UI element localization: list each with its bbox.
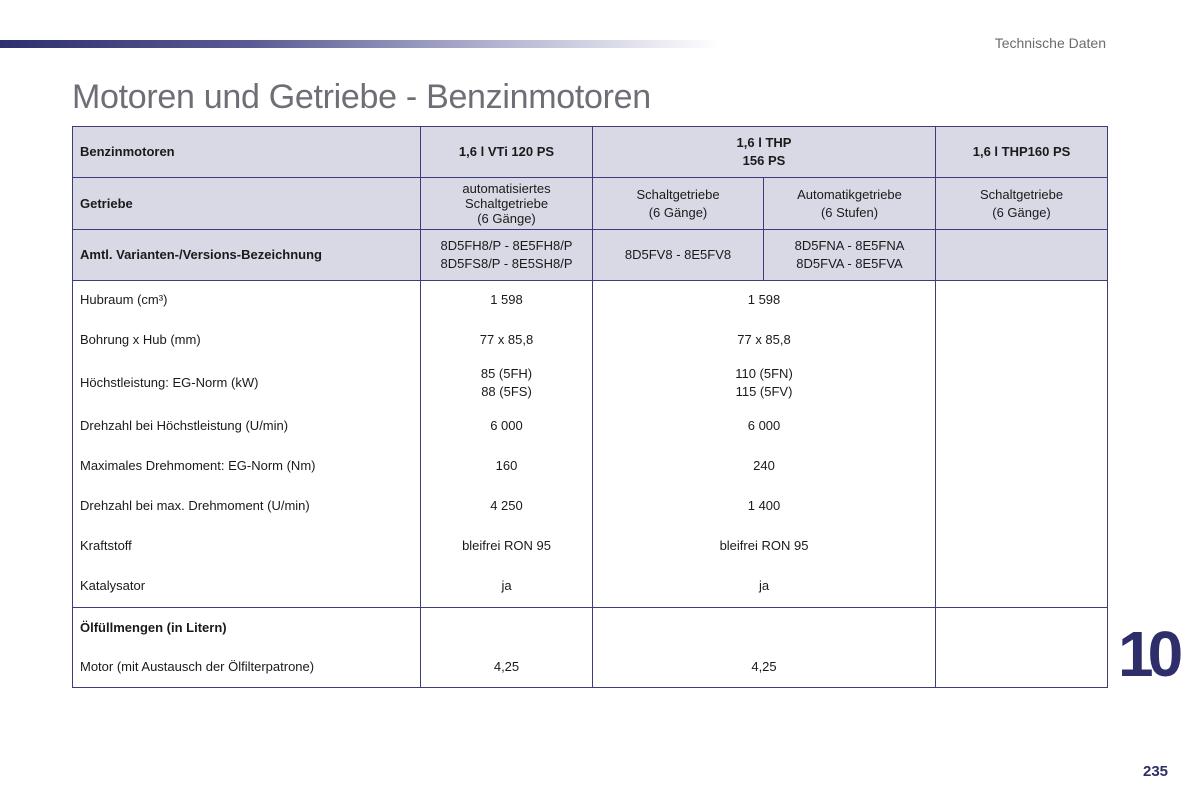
- spec-label: Drehzahl bei Höchstleistung (U/min): [73, 406, 421, 446]
- spec-row: [73, 281, 1108, 320]
- spec-col1: [421, 281, 593, 320]
- spec-col1-line1: bleifrei RON 95: [462, 537, 551, 553]
- spec-label: Kraftstoff: [73, 526, 421, 566]
- oil-motor-col3: [936, 648, 1108, 688]
- spec-col2-line1: 1 400: [747, 497, 781, 513]
- variants-header-row: [73, 230, 1108, 281]
- variants-col2b: [764, 230, 936, 281]
- gearbox-col1-line3: (6 Gänge): [477, 211, 536, 226]
- spec-label: Maximales Drehmoment: EG-Norm (Nm): [73, 446, 421, 486]
- oil-motor-row: [73, 648, 1108, 688]
- spec-col3: [936, 486, 1108, 526]
- spec-row: [73, 320, 1108, 361]
- oil-heading-col1: [421, 608, 593, 648]
- spec-label: Katalysator: [73, 566, 421, 608]
- gearbox-col2a-line2: (6 Gänge): [648, 204, 708, 220]
- spec-col1-line1: 6 000: [490, 417, 523, 433]
- spec-col2: [593, 361, 936, 406]
- variants-col3: [936, 230, 1108, 281]
- spec-col3: [936, 526, 1108, 566]
- spec-col1: [421, 566, 593, 608]
- engine-col3-header: 1,6 l THP160 PS: [936, 127, 1108, 178]
- variants-col2b-line2: 8D5FVA - 8E5FVA: [796, 256, 903, 271]
- variants-col1-line1: 8D5FH8/P - 8E5FH8/P: [440, 238, 573, 253]
- gearbox-col1-line2: Schaltgetriebe: [464, 196, 549, 211]
- gearbox-col2b: [764, 178, 936, 230]
- spec-col3: [936, 320, 1108, 361]
- spec-col2-line1: 6 000: [747, 417, 781, 433]
- engines-label: Benzinmotoren: [73, 127, 421, 178]
- spec-label: Bohrung x Hub (mm): [73, 320, 421, 361]
- gearbox-header-row: [73, 178, 1108, 230]
- section-label: Technische Daten: [994, 35, 1106, 51]
- engines-header-row: [73, 127, 1108, 178]
- engine-col2-header-line1: 1,6 l THP: [736, 135, 792, 150]
- spec-col3: [936, 281, 1108, 320]
- spec-row: [73, 566, 1108, 608]
- spec-col3: [936, 361, 1108, 406]
- spec-col2-line1: 240: [753, 457, 775, 473]
- chapter-number: 10: [1118, 618, 1178, 690]
- spec-col2: [593, 406, 936, 446]
- spec-row: [73, 526, 1108, 566]
- gearbox-col2a: [593, 178, 764, 230]
- variants-col1-line2: 8D5FS8/P - 8E5SH8/P: [440, 256, 573, 271]
- gearbox-col3-line2: (6 Gänge): [992, 204, 1051, 220]
- spec-col1-line1: 1 598: [490, 292, 523, 308]
- spec-col1-line1: 85 (5FH): [480, 366, 533, 381]
- spec-col3: [936, 446, 1108, 486]
- engine-col2-header: [593, 127, 936, 178]
- decorative-gradient-bar: [0, 40, 720, 48]
- spec-col1-line1: 4 250: [490, 497, 523, 513]
- spec-col1: [421, 526, 593, 566]
- spec-col2: [593, 566, 936, 608]
- page-title: Motoren und Getriebe - Benzinmotoren: [72, 78, 651, 116]
- spec-col3: [936, 566, 1108, 608]
- spec-col1: [421, 361, 593, 406]
- oil-motor-col2: 4,25: [593, 648, 936, 688]
- variants-col2a: 8D5FV8 - 8E5FV8: [593, 230, 764, 281]
- spec-row: [73, 361, 1108, 406]
- spec-col3: [936, 406, 1108, 446]
- spec-col2-line2: 115 (5FV): [735, 384, 793, 399]
- gearbox-col3-line1: Schaltgetriebe: [979, 186, 1064, 202]
- engine-spec-table: [72, 126, 1108, 688]
- gearbox-label: Getriebe: [73, 178, 421, 230]
- gearbox-col3: [936, 178, 1108, 230]
- spec-label: Hubraum (cm³): [73, 281, 421, 320]
- variants-col1: [421, 230, 593, 281]
- spec-label: Höchstleistung: EG-Norm (kW): [73, 361, 421, 406]
- oil-motor-col1: 4,25: [421, 648, 593, 688]
- spec-col1-line1: ja: [501, 578, 512, 594]
- spec-col2: [593, 281, 936, 320]
- gearbox-col2b-line1: Automatikgetriebe: [797, 186, 902, 202]
- spec-col1-line1: 77 x 85,8: [479, 332, 534, 347]
- spec-col1: [421, 320, 593, 361]
- gearbox-col2a-line1: Schaltgetriebe: [636, 186, 720, 202]
- engine-col1-header: 1,6 l VTi 120 PS: [421, 127, 593, 178]
- spec-row: [73, 486, 1108, 526]
- spec-col1-line1: 160: [495, 457, 518, 473]
- spec-col2: [593, 446, 936, 486]
- spec-col2-line1: 110 (5FN): [735, 366, 793, 381]
- spec-col1-line2: 88 (5FS): [481, 384, 532, 399]
- spec-col2-line1: bleifrei RON 95: [719, 537, 809, 553]
- gearbox-col1: [421, 178, 593, 230]
- spec-col2: [593, 526, 936, 566]
- oil-motor-label: Motor (mit Austausch der Ölfilterpatrone): [73, 648, 421, 688]
- spec-col2-line1: 77 x 85,8: [737, 332, 791, 347]
- variants-label: Amtl. Varianten-/Versions-Bezeichnung: [73, 230, 421, 281]
- gearbox-col1-line1: automatisiertes: [462, 181, 551, 196]
- variants-col2b-line1: 8D5FNA - 8E5FNA: [794, 238, 905, 253]
- spec-col2: [593, 486, 936, 526]
- spec-row: [73, 446, 1108, 486]
- oil-heading-row: [73, 608, 1108, 648]
- spec-col2-line1: ja: [758, 578, 770, 594]
- spec-col1: [421, 406, 593, 446]
- page-number: 235: [1143, 763, 1169, 780]
- oil-heading-col3: [936, 608, 1108, 648]
- oil-heading-col2: [593, 608, 936, 648]
- spec-col2-line1: 1 598: [747, 292, 781, 308]
- spec-col1: [421, 486, 593, 526]
- spec-row: [73, 406, 1108, 446]
- spec-col2: [593, 320, 936, 361]
- gearbox-col2b-line2: (6 Stufen): [820, 204, 879, 220]
- spec-col1: [421, 446, 593, 486]
- engine-col2-header-line2: 156 PS: [742, 153, 786, 168]
- spec-label: Drehzahl bei max. Drehmoment (U/min): [73, 486, 421, 526]
- oil-heading: Ölfüllmengen (in Litern): [73, 608, 421, 648]
